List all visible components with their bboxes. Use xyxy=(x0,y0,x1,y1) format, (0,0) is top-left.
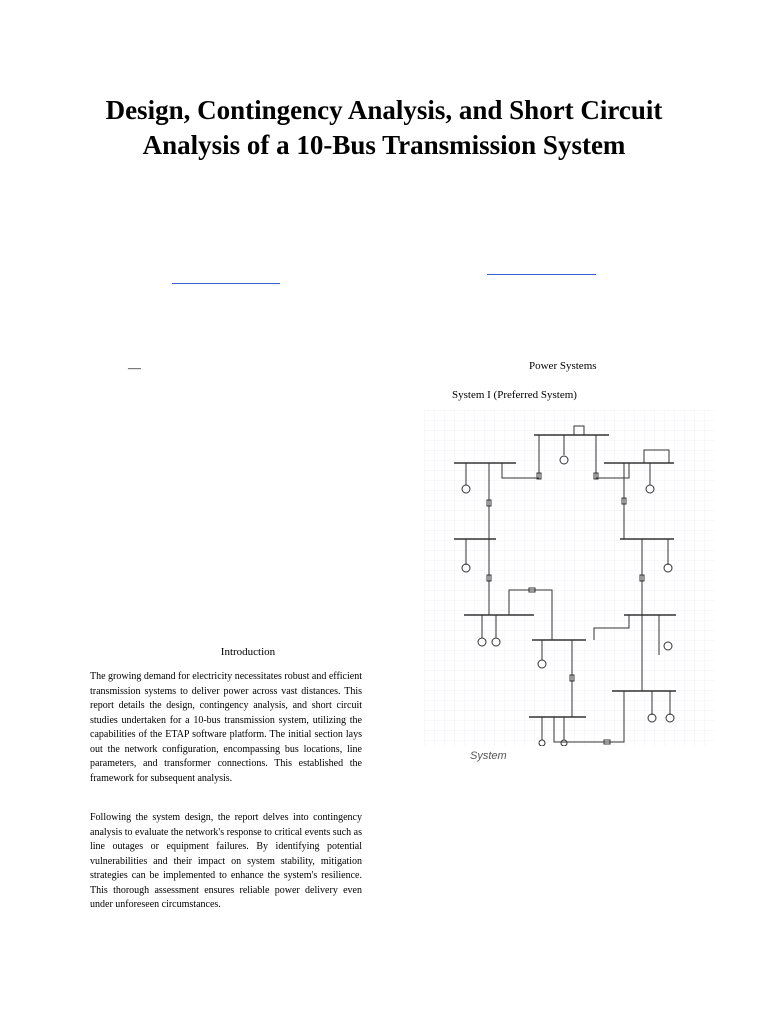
figure-caption: System xyxy=(470,750,507,762)
section-heading: Introduction xyxy=(220,646,276,658)
course-name: Power Systems xyxy=(529,360,597,372)
paragraph-1: The growing demand for electricity necessitates robust and efficient transmission systems to deliver power across vast distances. This report details the design, contingency analysis, and short circuit studies undertaken for a 10-bus transmission system, utilizing the capabilities of the ETAP software platform. The initial section lays out the network configuration, encompassing bus locations, line parameters, and transformer connections. This established the framework for subsequent analysis. xyxy=(90,671,362,784)
paper-title: Design, Contingency Analysis, and Short Circuit Analysis of a 10-Bus Transmission System xyxy=(105,95,663,160)
author-link-left[interactable] xyxy=(172,283,280,284)
paragraph-2: Following the system design, the report delves into contingency analysis to evaluate the network's response to critical events such as line outages or equipment failures. By identifying potential vulnerabilities and their impact on system stability, mitigation strategies can be implemented to enhance the system's resilience. This thorough assessment ensures reliable power delivery even under unforeseen circumstances. xyxy=(90,812,362,910)
single-line-diagram xyxy=(424,410,714,746)
figure-label: System I (Preferred System) xyxy=(452,389,577,401)
author-link-right[interactable] xyxy=(487,274,596,275)
affiliation-dash: — xyxy=(128,360,141,375)
